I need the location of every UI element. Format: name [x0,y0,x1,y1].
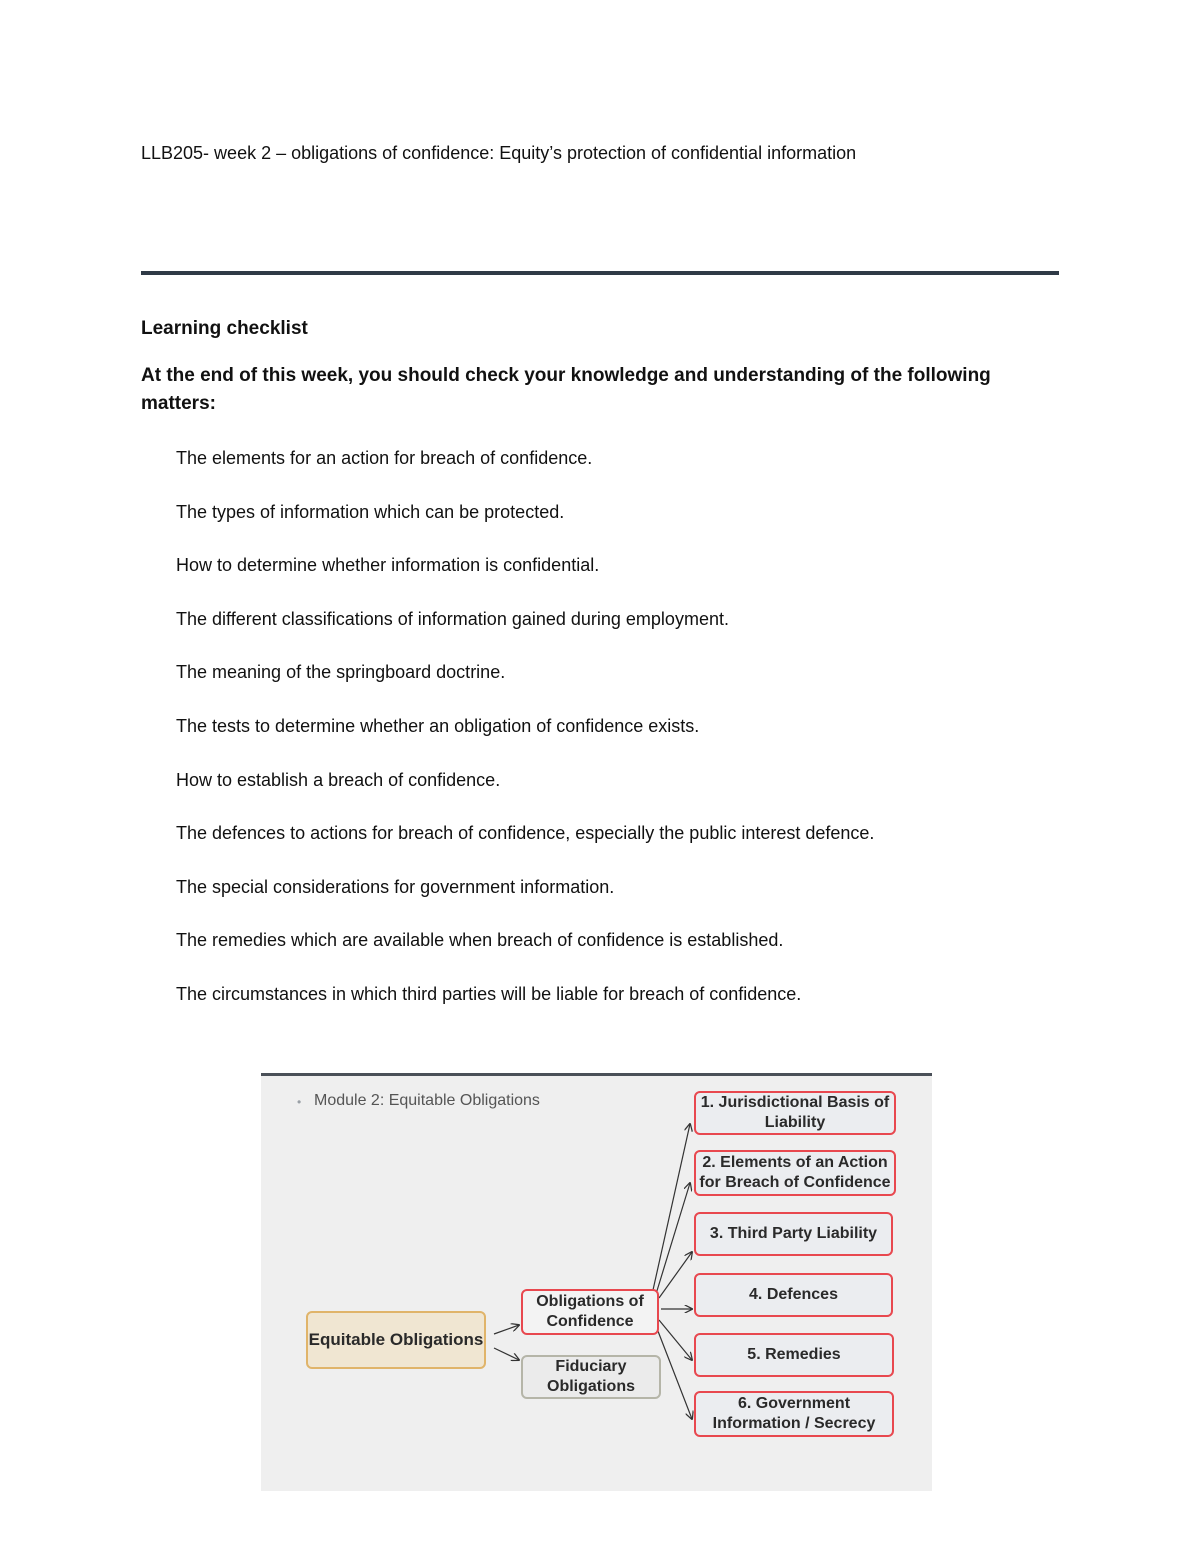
node-jurisdictional-basis: 1. Jurisdictional Basis of Liability [694,1091,896,1135]
arrow-to-leaf-1 [653,1124,690,1290]
diagram-title: Module 2: Equitable Obligations [314,1092,540,1109]
checklist-item: The types of information which can be protected. [176,501,565,522]
checklist-item: The circumstances in which third parties will be liable for breach of confidence. [176,983,802,1004]
arrow-root-to-fiduciary [494,1348,519,1360]
arrow-to-leaf-6 [656,1326,692,1419]
node-elements-of-action: 2. Elements of an Action for Breach of Confidence [694,1150,896,1196]
checklist-item: The meaning of the springboard doctrine. [176,662,506,683]
bullet-icon: • [297,1095,302,1109]
checklist-item: The elements for an action for breach of confidence. [176,448,593,468]
node-fiduciary-obligations: Fiduciary Obligations [521,1355,661,1399]
node-obligations-of-confidence: Obligations of Confidence [521,1289,659,1335]
node-equitable-obligations: Equitable Obligations [306,1311,486,1369]
horizontal-rule [141,271,1059,275]
module-diagram [261,1073,932,1491]
checklist-item: The tests to determine whether an obligation of confidence exists. [176,715,700,736]
node-defences: 4. Defences [694,1273,893,1317]
checklist-item: How to establish a breach of confidence. [176,769,501,790]
node-government-information: 6. Government Information / Secrecy [694,1391,894,1437]
arrow-to-leaf-5 [659,1320,692,1360]
checklist-item: The remedies which are available when breach of confidence is established. [176,930,784,951]
section-heading: Learning checklist [141,318,308,339]
checklist-item: How to determine whether information is confidential. [176,555,600,576]
arrow-to-leaf-3 [659,1252,692,1298]
document-title: LLB205- week 2 – obligations of confidence: Equity’s protection of confidential information [141,143,857,163]
node-third-party-liability: 3. Third Party Liability [694,1212,893,1256]
checklist-item: The special considerations for government information. [176,876,615,897]
node-remedies: 5. Remedies [694,1333,894,1377]
intro-text: At the end of this week, you should check your knowledge and understanding of the following matters: [141,365,991,414]
arrow-root-to-confidence [494,1325,519,1334]
checklist-item: The different classifications of information gained during employment. [176,608,729,629]
learning-checklist [176,446,874,1036]
checklist-item: The defences to actions for breach of confidence, especially the public interest defence. [176,823,875,844]
